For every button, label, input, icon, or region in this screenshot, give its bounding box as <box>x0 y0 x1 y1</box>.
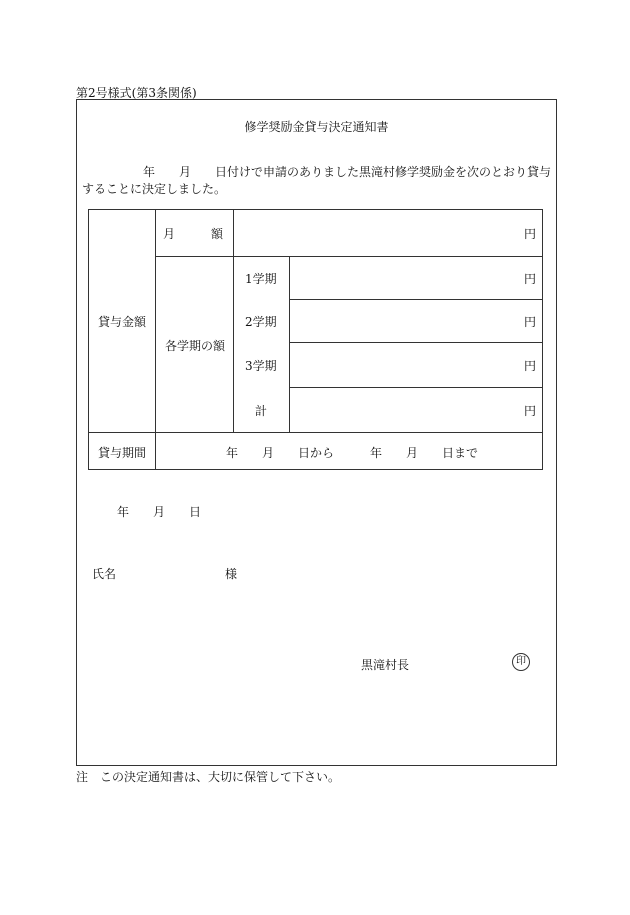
term3-label: 3学期 <box>245 359 277 373</box>
total-yen: 円 <box>523 404 536 418</box>
issue-date: 年 月 日 <box>117 505 202 519</box>
table-line-col3 <box>289 256 290 432</box>
table-line-col2 <box>233 209 234 432</box>
loan-period-from: 年 月 日から <box>226 446 335 460</box>
loan-amount-label: 貸与金額 <box>98 315 147 329</box>
document-title: 修学奨励金貸与決定通知書 <box>244 120 389 134</box>
footnote: 注 この決定通知書は、大切に保管して下さい。 <box>76 770 341 784</box>
loan-details-table <box>88 209 542 469</box>
per-term-amount-label: 各学期の額 <box>165 339 226 353</box>
loan-period-to: 年 月 日まで <box>370 446 479 460</box>
issuer-mayor: 黒滝村長 <box>361 658 410 672</box>
loan-period-label: 貸与期間 <box>98 446 147 460</box>
table-border-right <box>542 209 543 470</box>
term2-label: 2学期 <box>245 315 277 329</box>
table-line-term2-bottom <box>289 342 543 343</box>
body-text-line-1: 年 月 日付けで申請のありました黒滝村修学奨励金を次のとおり貸与 <box>143 165 552 179</box>
table-line-term1-bottom <box>289 299 543 300</box>
term3-yen: 円 <box>523 359 536 373</box>
recipient-honorific: 様 <box>225 567 238 581</box>
seal-stamp: 印 <box>512 653 530 671</box>
term2-yen: 円 <box>523 315 536 329</box>
recipient-name-label: 氏名 <box>92 567 117 581</box>
form-number-label: 第2号様式(第3条関係) <box>76 86 197 100</box>
monthly-amount-yen: 円 <box>523 227 536 241</box>
body-text-line-2: することに決定しました。 <box>82 182 227 196</box>
table-border-top <box>88 209 543 210</box>
term1-yen: 円 <box>523 272 536 286</box>
table-border-left <box>88 209 89 470</box>
notice-frame <box>76 99 557 766</box>
table-line-term3-bottom <box>289 387 543 388</box>
total-label: 計 <box>255 404 268 418</box>
table-line-col1 <box>155 209 156 470</box>
term1-label: 1学期 <box>245 272 277 286</box>
monthly-amount-label: 月 額 <box>163 227 224 241</box>
table-border-bottom <box>88 469 543 470</box>
table-line-monthly-bottom <box>155 256 543 257</box>
table-line-amount-bottom <box>88 432 543 433</box>
